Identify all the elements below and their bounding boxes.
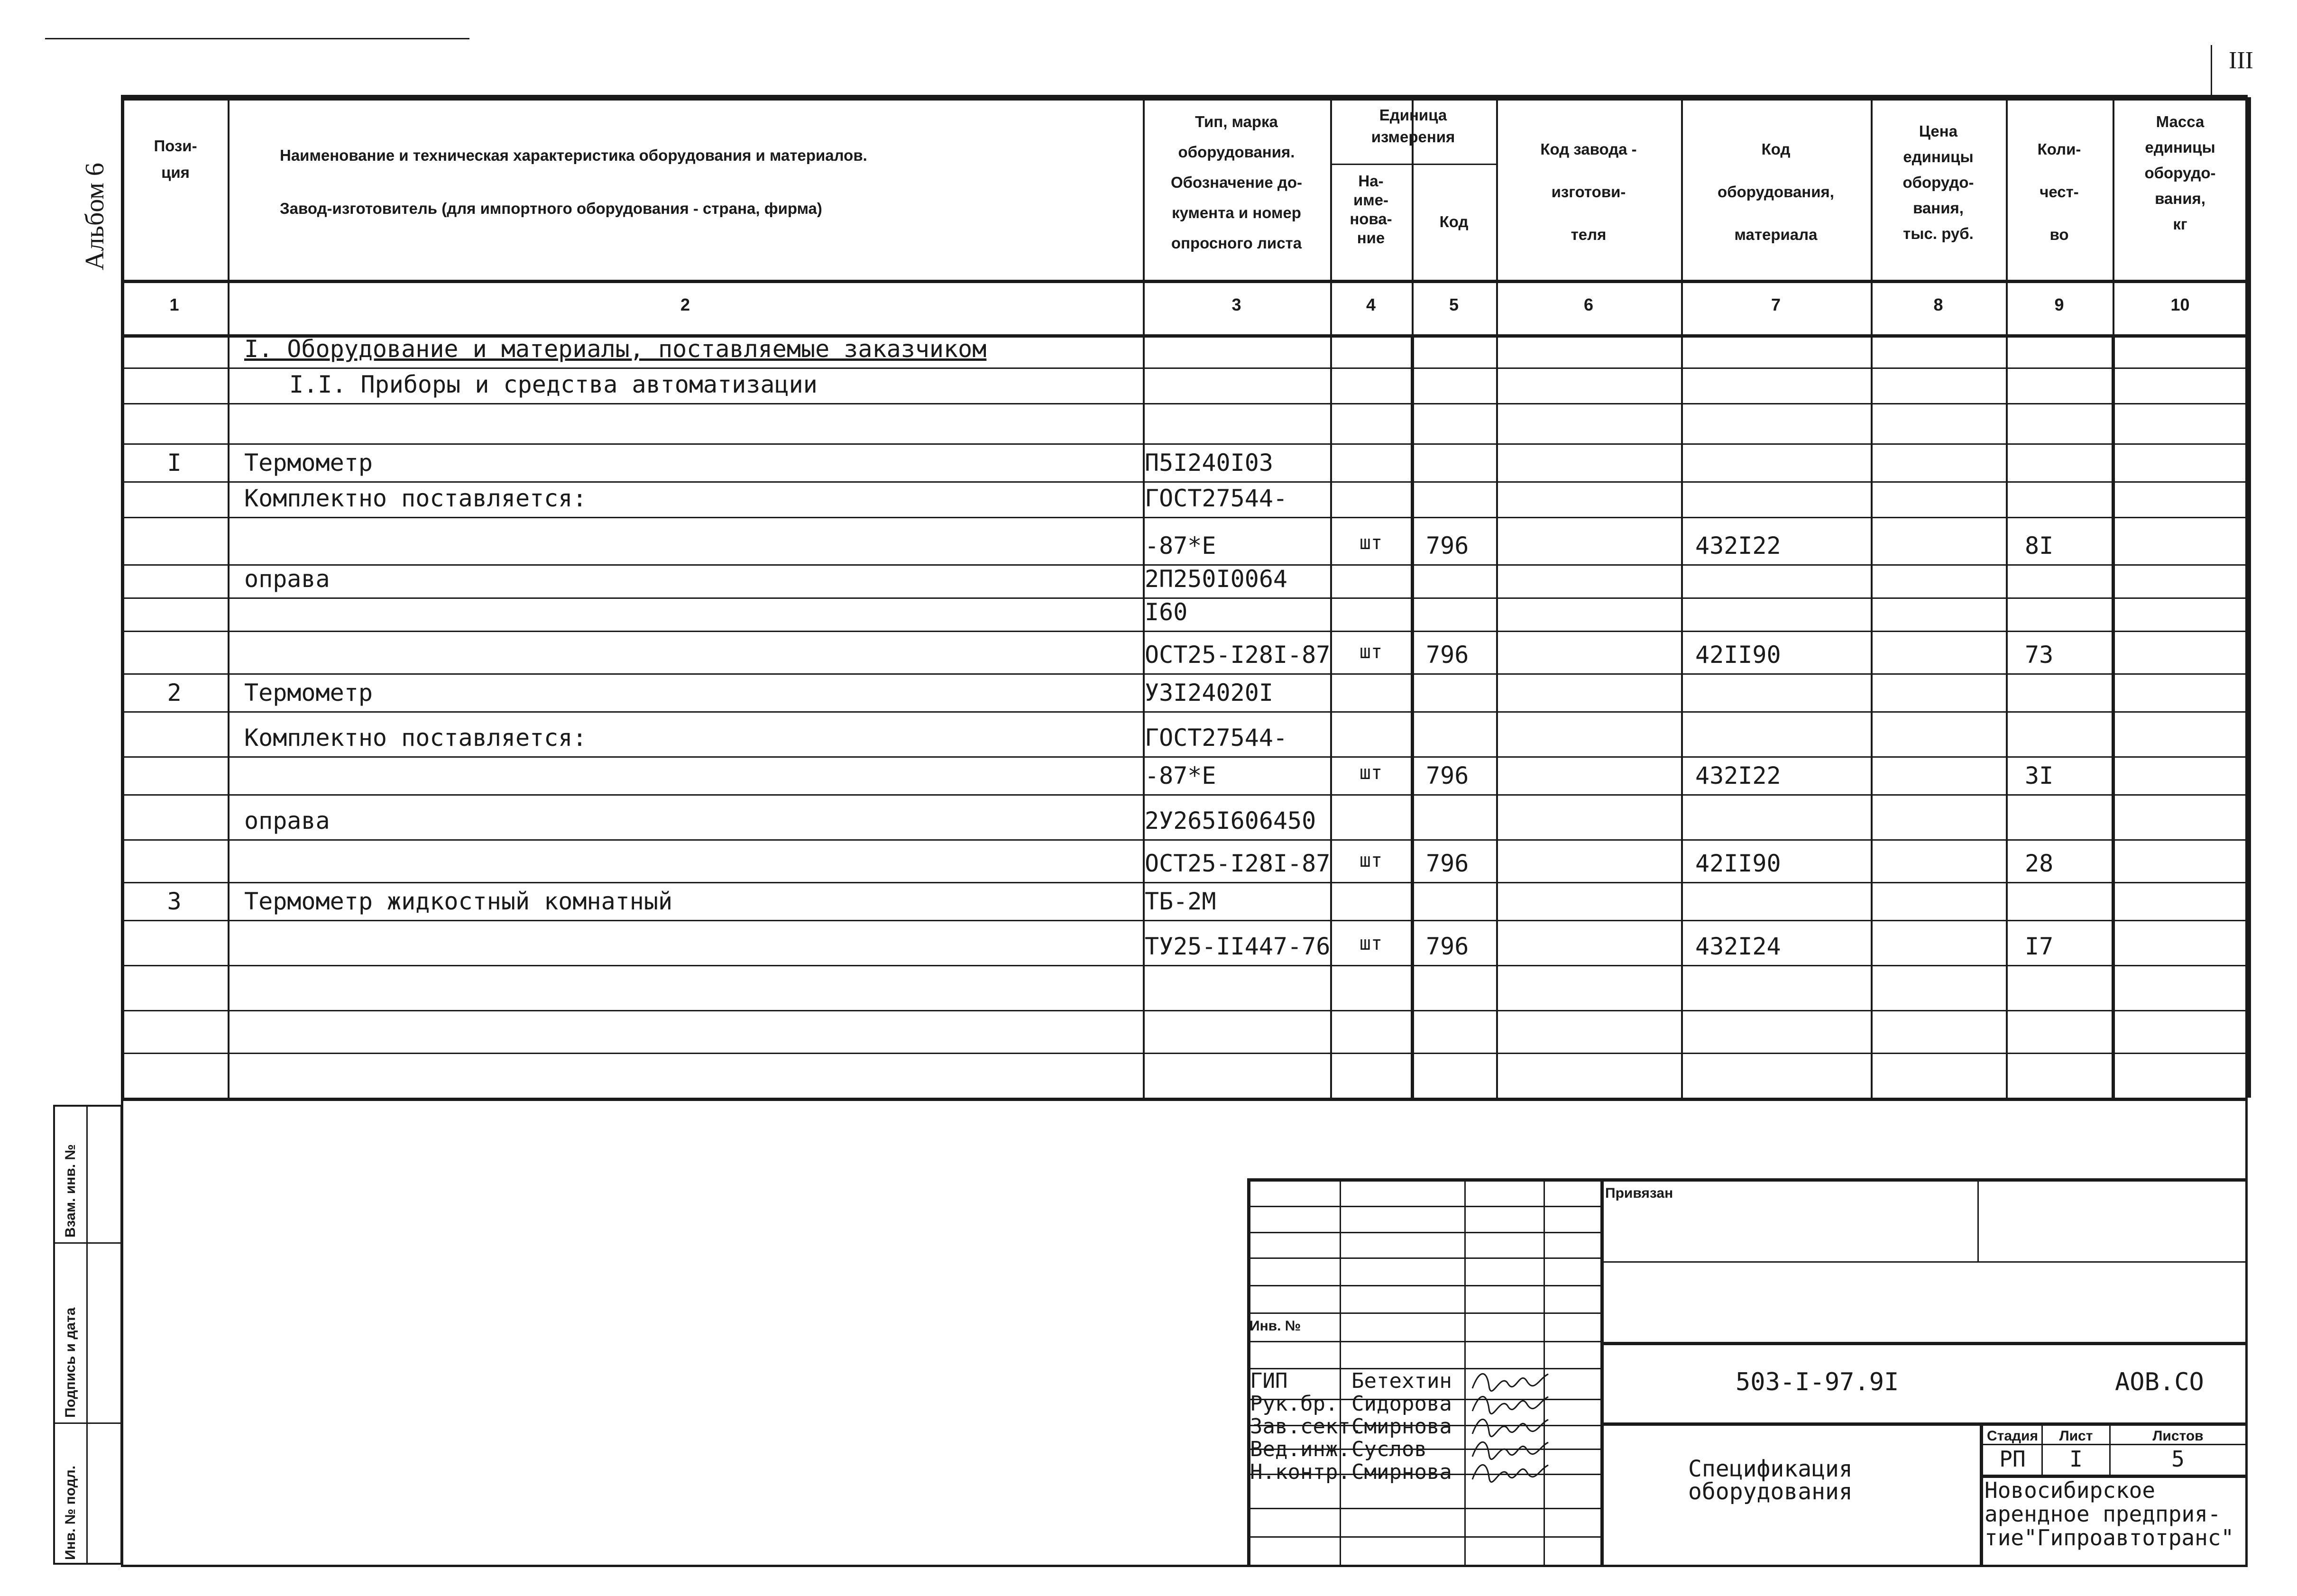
header-quantity: Коли- чест- во bbox=[2037, 140, 2081, 243]
top-margin-line bbox=[45, 38, 469, 39]
inv-no-label: Инв. № bbox=[1250, 1318, 1301, 1334]
row-line bbox=[121, 711, 2248, 713]
sig-row-line bbox=[1247, 1536, 1600, 1538]
row-line bbox=[121, 839, 2248, 841]
column-line-bold bbox=[2112, 334, 2115, 1098]
cell-code: 432I22 bbox=[1695, 762, 1781, 789]
cell-code: 42II90 bbox=[1695, 850, 1781, 877]
side-stamp-inv-original: Инв. № подл. bbox=[63, 1465, 78, 1560]
cell-unit_code: 796 bbox=[1426, 641, 1469, 669]
signer-role: Рук.бр. bbox=[1250, 1392, 1338, 1416]
cell-pos: I bbox=[167, 449, 182, 477]
header-mass: Масса единицы оборудо- вания, кг bbox=[2144, 113, 2216, 233]
cell-type: 2П250I0064 bbox=[1145, 565, 1288, 593]
column-number: 3 bbox=[1231, 295, 1241, 314]
row-line bbox=[121, 367, 2248, 369]
row-line bbox=[121, 1053, 2248, 1054]
cell-name: оправа bbox=[244, 807, 330, 835]
row-line bbox=[121, 631, 2248, 632]
column-number: 10 bbox=[2170, 295, 2190, 314]
sig-row-line bbox=[1247, 1565, 1600, 1566]
header-unit-group: Единица измерения bbox=[1371, 106, 1455, 146]
sig-col-line bbox=[1464, 1178, 1466, 1565]
cell-name: Комплектно поставляется: bbox=[244, 485, 587, 512]
column-number: 6 bbox=[1583, 295, 1594, 314]
row-line bbox=[121, 517, 2248, 518]
cell-unit_code: 796 bbox=[1426, 850, 1469, 877]
cell-type: ГОСТ27544- bbox=[1145, 485, 1288, 512]
sheet-value: I bbox=[2069, 1446, 2083, 1472]
linked-label: Привязан bbox=[1605, 1185, 1673, 1201]
cell-unit: шт bbox=[1359, 850, 1383, 871]
cell-code: 432I24 bbox=[1695, 933, 1781, 960]
sheet-number-divider bbox=[2211, 45, 2212, 97]
header-unit-code: Код bbox=[1439, 213, 1469, 230]
cell-type: ОСТ25-I28I-87 bbox=[1145, 850, 1331, 877]
signer-name: Смирнова bbox=[1351, 1414, 1452, 1439]
cell-type: ТУ25-II447-76 bbox=[1145, 933, 1331, 960]
cell-unit: шт bbox=[1359, 641, 1383, 663]
organization-line1: Новосибирское bbox=[1985, 1477, 2156, 1503]
cell-pos: 2 bbox=[167, 679, 182, 706]
cell-type: I60 bbox=[1145, 598, 1188, 626]
row-line bbox=[121, 920, 2248, 921]
row-line bbox=[121, 673, 2248, 675]
cell-type: 2У265I606450 bbox=[1145, 807, 1316, 835]
row-line bbox=[121, 443, 2248, 445]
signer-name: Бетехтин bbox=[1351, 1369, 1452, 1393]
sig-row-line bbox=[1247, 1508, 1600, 1509]
cell-name: оправа bbox=[244, 565, 330, 593]
title-block-split bbox=[1600, 1178, 1604, 1565]
side-stamp-signature-date: Подпись и дата bbox=[63, 1307, 78, 1418]
document-mark: АОВ.СО bbox=[2115, 1368, 2204, 1396]
cell-name: Комплектно поставляется: bbox=[244, 724, 587, 752]
cell-qty: 8I bbox=[2025, 532, 2054, 560]
cell-unit_code: 796 bbox=[1426, 762, 1469, 789]
cell-type: ОСТ25-I28I-87 bbox=[1145, 641, 1331, 669]
document-title-line1: Спецификация bbox=[1688, 1456, 1853, 1482]
sig-row-line bbox=[1247, 1341, 1600, 1342]
sig-row-line bbox=[1247, 1285, 1600, 1286]
side-stamp-replaced-inv: Взам. инв. № bbox=[63, 1144, 78, 1238]
cell-type: У3I24020I bbox=[1145, 679, 1273, 706]
column-number: 1 bbox=[169, 295, 179, 314]
sig-row-line bbox=[1247, 1206, 1600, 1207]
column-number: 7 bbox=[1771, 295, 1781, 314]
header-unit-name: На- име- нова- ние bbox=[1350, 172, 1392, 247]
header-bottom-line bbox=[121, 280, 2248, 283]
title-row-line bbox=[1600, 1342, 2248, 1345]
signer-role: Зав.сект. bbox=[1250, 1414, 1363, 1439]
cell-type: ГОСТ27544- bbox=[1145, 724, 1288, 752]
signer-name: Суслов bbox=[1351, 1437, 1427, 1461]
cell-name: I.I. Приборы и средства автоматизации bbox=[289, 371, 818, 398]
sheets-value: 5 bbox=[2171, 1446, 2185, 1472]
header-equipment-code: Код оборудования, материала bbox=[1718, 140, 1834, 243]
cell-unit: шт bbox=[1359, 762, 1383, 784]
signer-role: ГИП bbox=[1250, 1369, 1288, 1393]
title-row-line bbox=[1600, 1261, 2248, 1263]
row-line bbox=[121, 794, 2248, 796]
table-top-line bbox=[121, 97, 2248, 101]
cell-qty: 28 bbox=[2025, 850, 2054, 877]
cell-type: -87*Е bbox=[1145, 532, 1216, 560]
cell-name: Термометр жидкостный комнатный bbox=[244, 888, 673, 915]
cell-unit: шт bbox=[1359, 933, 1383, 954]
signer-name: Смирнова bbox=[1351, 1460, 1452, 1484]
cell-type: ТБ-2М bbox=[1145, 888, 1216, 915]
side-stamp-divider bbox=[86, 1105, 88, 1565]
sig-col-line bbox=[1340, 1178, 1341, 1565]
cell-code: 42II90 bbox=[1695, 641, 1781, 669]
title-linked-split bbox=[1977, 1178, 1979, 1261]
sig-row-line bbox=[1247, 1232, 1600, 1233]
document-code: 503-I-97.9I bbox=[1736, 1368, 1899, 1396]
sheets-label: Листов bbox=[2152, 1428, 2204, 1444]
stage-value: РП bbox=[1999, 1446, 2026, 1472]
organization-line3: тие"Гипроавтотранс" bbox=[1985, 1525, 2234, 1550]
cell-qty: 73 bbox=[2025, 641, 2054, 669]
sig-row-line bbox=[1247, 1312, 1600, 1314]
sheet-number: III bbox=[2229, 47, 2253, 74]
title-row-line bbox=[1600, 1422, 2248, 1426]
cell-type: -87*Е bbox=[1145, 762, 1216, 789]
header-type: Тип, марка оборудования. Обозначение до- кумента и номер опросного листа bbox=[1171, 113, 1302, 252]
signer-role: Н.контр. bbox=[1250, 1460, 1351, 1484]
cell-qty: 3I bbox=[2025, 762, 2054, 789]
signature-mark bbox=[1468, 1456, 1553, 1489]
sig-row-line bbox=[1247, 1178, 1600, 1180]
row-line bbox=[121, 756, 2248, 758]
cell-unit_code: 796 bbox=[1426, 933, 1469, 960]
cell-name: Термометр bbox=[244, 449, 373, 477]
header-price: Цена единицы оборудо- вания, тыс. руб. bbox=[1902, 122, 1974, 242]
sig-row-line bbox=[1247, 1257, 1600, 1259]
row-line bbox=[121, 1098, 2248, 1099]
cell-unit_code: 796 bbox=[1426, 532, 1469, 560]
row-line bbox=[121, 965, 2248, 966]
row-line bbox=[121, 882, 2248, 883]
unit-group-line bbox=[1330, 164, 1496, 165]
header-position: Пози- ция bbox=[154, 137, 197, 181]
document-title-line2: оборудования bbox=[1688, 1478, 1853, 1505]
side-stamp-sep bbox=[53, 1242, 122, 1244]
cell-name: Термометр bbox=[244, 679, 373, 706]
header-factory-code: Код завода - изготови- теля bbox=[1540, 140, 1637, 243]
side-stamp-sep bbox=[53, 1422, 122, 1424]
cell-type: П5I240I03 bbox=[1145, 449, 1273, 477]
column-number: 2 bbox=[680, 295, 690, 314]
header-name: Наименование и техническая характеристика оборудования и материалов. Завод-изготовитель (для импортного оборудования - страна, фирма) bbox=[280, 147, 867, 217]
album-label: Альбом 6 bbox=[80, 163, 110, 270]
column-number: 4 bbox=[1366, 295, 1376, 314]
column-number: 9 bbox=[2054, 295, 2064, 314]
cell-qty: I7 bbox=[2025, 933, 2054, 960]
column-line-bold bbox=[1411, 334, 1414, 1098]
sheet-label: Лист bbox=[2059, 1428, 2093, 1444]
row-line bbox=[121, 481, 2248, 483]
row-line bbox=[121, 1010, 2248, 1011]
organization-line2: арендное предприя- bbox=[1985, 1501, 2221, 1527]
cell-name: I. Оборудование и материалы, поставляемые заказчиком bbox=[244, 335, 987, 363]
cell-unit: шт bbox=[1359, 532, 1383, 554]
column-line bbox=[2248, 97, 2251, 1098]
stage-label: Стадия bbox=[1986, 1428, 2039, 1444]
cell-pos: 3 bbox=[167, 888, 182, 915]
column-number: 5 bbox=[1449, 295, 1459, 314]
signer-name: Сидорова bbox=[1351, 1392, 1452, 1416]
column-number: 8 bbox=[1933, 295, 1943, 314]
row-line bbox=[121, 403, 2248, 404]
signer-role: Вед.инж. bbox=[1250, 1437, 1351, 1461]
cell-code: 432I22 bbox=[1695, 532, 1781, 560]
